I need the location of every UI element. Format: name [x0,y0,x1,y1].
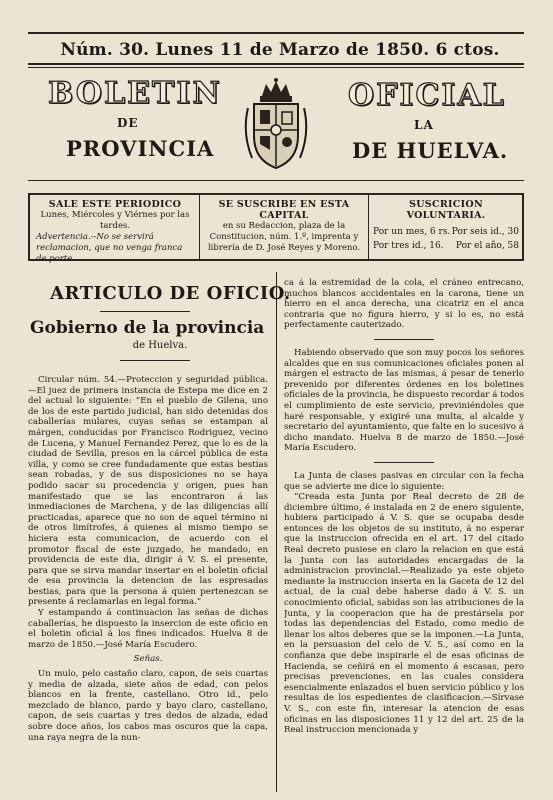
right-para-1: ca á la estremidad de la cola, el cráneo entrecano, muchos blancos accidentales en la carona, tiene un hierro en el anca derecha, una cicatriz en el anca contraria que no figura hierro, y si lo es, no está perfectamente cauterizado. [284,278,524,331]
info-col-periodicity [36,199,194,265]
right-para-4: “Creada esta Junta por Real decreto de 28 de diciembre último, é instalada en 2 de enero siguiente, hubiera participado á V. S. que se ocupaba desde entonces de los objetos de su instituto, á no esperar que la instruccion ofrecida en el art. 17 del citado Real decreto pusiese en claro la relacion en que está la Junta con las autoridades encargadas de la administracion provincial.—Realizado ya este objeto mediante la instruccion inserta en la Gaceta de 12 del actual, de la cual debe haberse dado á V. S. un conocimiento oficial, sabidas son las atribuciones de la Junta, y la cooperacion que ha de prestársela por todas las dependencias del Estado, como medio de llenar los altos deberes que se la imponen.—La Junta, en la persuasion del celo de V. S., así como en la confianza que debe inspirarle el de esas oficinas de Hacienda, se ceñirá en el momento á escasas, pero precisas prevenciones, en las cuales considera esencialmente enlazados el buen servicio público y los resultas de los espedientes de clasificacion.—Sírvase V. S., con este fin, interesar la atencion de esas oficinas en las disposiciones 11 y 12 del art. 25 de la Real instruccion mencionada y [284,492,524,736]
signs-heading: Señas. [133,654,163,665]
info-col1-note: Advertencia.--No se servirá reclamacion, que no venga franca de porte. [36,232,183,264]
price-year: Por el año, 58 [455,241,519,251]
coat-of-arms-icon [240,78,312,174]
circular-closing: Y estampando á continuacion las señas de dichas caballerías, he dispuesto la insercion de este oficio en el boletin oficial á los fines indicados. Huelva 8 de marzo de 1850.—José María Escudero. [28,608,268,650]
government-place: de Huelva. [132,340,188,351]
info-divider-1 [199,195,200,259]
right-separator-1 [374,339,434,340]
article-heading: ARTICULO DE OFICIO. [50,283,291,304]
right-column-text [284,278,524,798]
info-col1-heading: SALE ESTE PERIODICO [48,199,182,210]
section-ornament [120,360,190,361]
masthead-rule [28,180,524,181]
info-col1-text: Lunes, Miércoles y Viérnes por las tardes. [40,210,190,231]
issue-line: Núm. 30. Lunes 11 de Marzo de 1850. 6 ctos. [60,40,500,60]
left-column-text [28,375,268,798]
government-heading: Gobierno de la provincia [30,318,265,338]
issue-rule-top [28,63,524,65]
right-para-3: La Junta de clases pasivas en circular con la fecha que se advierte me dice lo siguiente: [284,470,524,492]
column-divider [276,272,277,792]
right-separator-2 [374,462,434,463]
title-de: DE [117,116,139,130]
right-para-2: Habiendo observado que son muy pocos los señores alcaldes que en sus comunicaciones oficiales ponen al márgen el estracto de las mismas, á pesar de tenerlo prevenido por diferentes órdenes en los boletines oficiales de la provincia, he dispuesto recordar á todos el cumplimiento de este servicio, previniéndoles que haré responsable, y exigiré una multa, al alcalde y secretario del ayuntamiento, que falte en lo sucesivo á dicho mandato. Huelva 8 de marzo de 1850.—José María Escudero. [284,347,524,454]
info-col-prices [373,199,519,253]
info-col2-heading: SE SUSCRIBE EN ESTA CAPITAL [218,199,350,221]
title-provincia: PROVINCIA [66,136,215,161]
circular-body: Circular núm. 54.—Proteccion y seguridad pública.—El juez de primera instancia de Estepa me dice en 2 del actual lo siguiente: “En el pueblo de Gilena, uno de los de este partido judicial, han sido detenidas dos caballerías mulares, cuyas señas se estampan al márgen, conducidas por Francisco Rodriguez, vecino de Lucena, y Manuel Fernandez Perez, que lo es de la ciudad de Sevilla, presos en la cárcel pública de esta villa, y como se cree fundadamente que estas bestias sean robadas, y de sus disposiciones no se haya podido sacar su procedencia y origen, pues han manifestado que se las encontraron á las inmediaciones de Marchena, y de las diligencias allí practicadas, aparece que no son de aquel término ni de otros limítrofes, á quienes al mismo tiempo se hiciera esta comunicacion, de acuerdo con el promotor fiscal de este juzgado, he mandado, en providencia de este dia, dirigir á V. S. el presente, para que se sirva mandar insertar en el boletin oficial de esa provincia la detencion de las espresadas bestias, para que la persona á quien pertenezcan se presente á reclamarlas en legal forma.” [28,375,268,608]
price-one-month: Por un mes, 6 rs. [373,227,451,237]
top-rule [28,32,524,34]
title-oficial: OFICIAL [348,78,506,113]
info-divider-2 [368,195,369,259]
price-six-months: Por seis id., 30 [451,227,519,237]
heading-ornament [100,311,190,312]
info-box [28,193,524,264]
info-col2-text: en su Redaccion, plaza de la Constitucion, núm. 1.º, imprenta y librería de D. José Reyes y Moreno. [207,221,361,253]
price-three-months: Por tres id., 16. [373,241,444,251]
title-la: LA [414,118,434,132]
signs-text: Un mulo, pelo castaño claro, capon, de seis cuartas y media de alzada, siete años de edad, con pelos blancos en la frente, castellano. Otro id., pelo mezclado de blanco, pardo y bayo claro, castellano, capon, de seis cuartas y tres dedos de alzada, edad sobre doce años, los cabos mas oscuros que la capa, una raya negra de la nun- [28,669,268,743]
info-col-subscribe [204,199,364,254]
title-boletin: BOLETIN [48,76,222,111]
info-col3-heading: SUSCRICION VOLUNTARIA. [406,199,486,221]
issue-rule-bottom [28,67,524,68]
title-de-huelva: DE HUELVA. [352,138,509,163]
